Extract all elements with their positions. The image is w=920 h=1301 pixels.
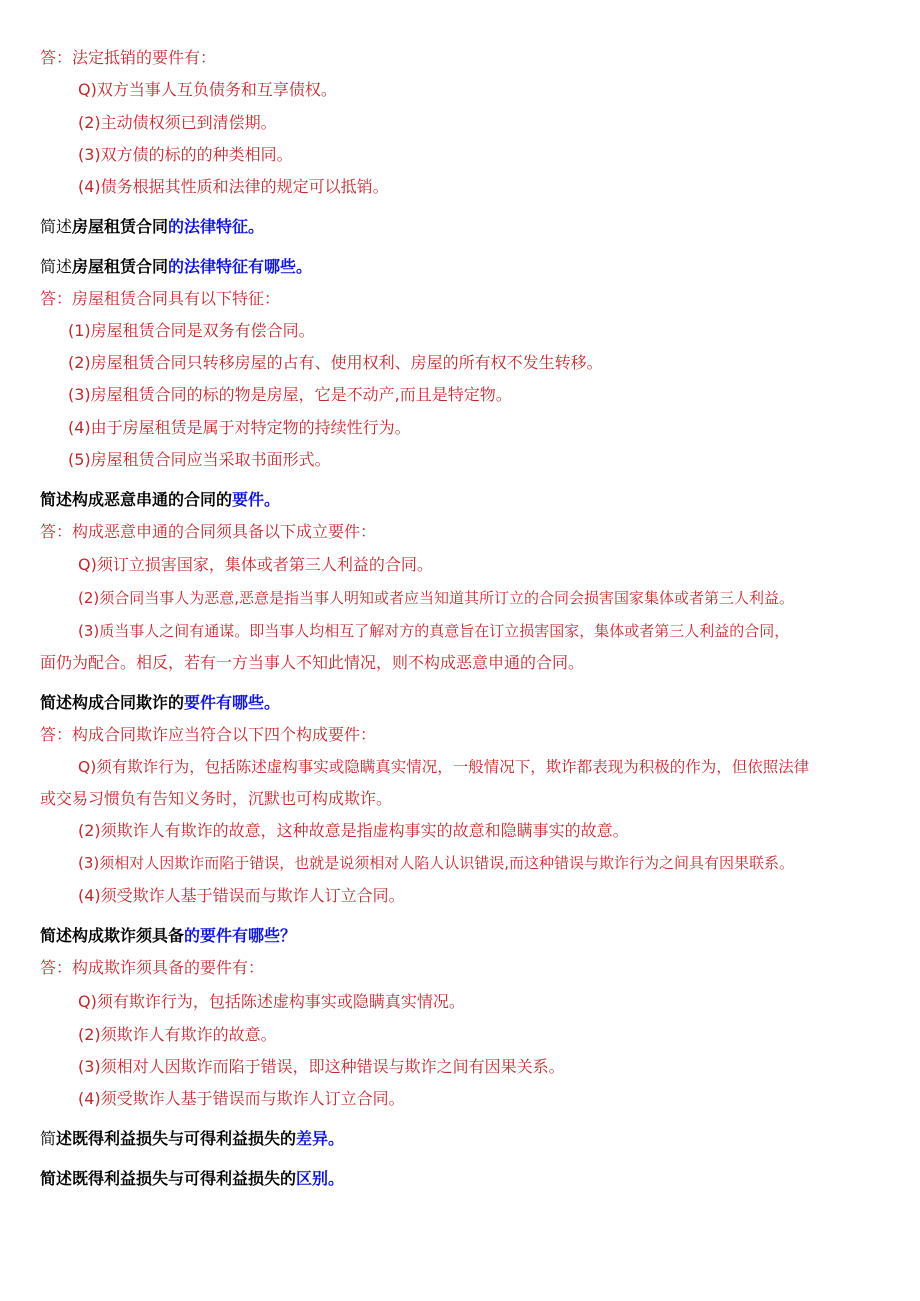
answer-item: (2)须合同当事人为恶意,恶意是指当事人明知或者应当知道其所订立的合同会损害国家集体或者第三人利益。: [78, 589, 795, 607]
question-prefix: 简: [40, 1129, 57, 1148]
question-prefix: 简述: [40, 257, 73, 276]
answer-item-continuation: 面仍为配合。相反，若有一方当事人不知此情况，则不构成恶意申通的合同。: [40, 653, 585, 672]
question-text: 简述构成恶意串通的合同的: [40, 490, 233, 509]
answer-item: (2)须欺诈人有欺诈的故意。: [78, 1025, 277, 1044]
question-heading: [40, 1169, 344, 1189]
question-highlight: 要件有哪些。: [184, 693, 281, 712]
question-highlight: 区别。: [296, 1169, 345, 1188]
question-heading: [40, 217, 264, 237]
question-highlight: 的法律特征。: [168, 217, 265, 236]
answer-item: (5)房屋租赁合同应当采取书面形式。: [68, 450, 331, 469]
answer-item: (4)由于房屋租赁是属于对特定物的持续性行为。: [68, 418, 411, 437]
question-heading: [40, 1129, 344, 1149]
question-prefix: 简述: [40, 217, 73, 236]
question-text: 房屋租赁合同: [72, 217, 169, 236]
answer-item: (3)房屋租赁合同的标的物是房屋，它是不动产,而且是特定物。: [68, 385, 512, 404]
question-heading: [40, 490, 280, 510]
question-heading: [40, 257, 312, 277]
question-highlight: 要件。: [232, 490, 281, 509]
answer-item: (2)主动债权须已到清偿期。: [78, 113, 277, 132]
question-highlight: 的要件有哪些？: [184, 926, 297, 945]
answer-item: Q)须订立损害国家，集体或者第三人利益的合同。: [78, 555, 433, 574]
answer-item-continuation: 或交易习惯负有告知义务时，沉默也可构成欺诈。: [40, 789, 393, 808]
answer-item: (4)须受欺诈人基于错误而与欺诈人订立合同。: [78, 886, 405, 905]
answer-item: (1)房屋租赁合同是双务有偿合同。: [68, 321, 315, 340]
question-text: 简述既得利益损失与可得利益损失的: [40, 1169, 297, 1188]
answer-item: (3)须相对人因欺诈而陷于错误，也就是说须相对人陷人认识错误,而这种错误与欺诈行为之间具有因果联系。: [78, 854, 795, 872]
answer-line: 答：房屋租赁合同具有以下特征：: [40, 289, 281, 308]
question-text: 简述构成欺诈须具备: [40, 926, 185, 945]
answer-item: Q)须有欺诈行为，包括陈述虚构事实或隐瞒真实情况，一般情况下，欺诈都表现为积极的作为，但依照法律: [78, 758, 810, 776]
answer-line: 答：法定抵销的要件有：: [40, 48, 217, 67]
question-highlight: 的法律特征有哪些。: [168, 257, 313, 276]
answer-item: (3)须相对人因欺诈而陷于错误，即这种错误与欺诈之间有因果关系。: [78, 1057, 565, 1076]
answer-item: (3)质当事人之间有通谋。即当事人均相互了解对方的真意旨在订立损害国家，集体或者第三人利益的合同，: [78, 622, 790, 640]
question-highlight: 差异。: [296, 1129, 345, 1148]
answer-line: 答：构成欺诈须具备的要件有：: [40, 958, 265, 977]
answer-item: (4)债务根据其性质和法律的规定可以抵销。: [78, 177, 389, 196]
question-heading: [40, 926, 296, 946]
answer-item: Q)须有欺诈行为，包括陈述虚构事实或隐瞒真实情况。: [78, 992, 465, 1011]
answer-item: (2)房屋租赁合同只转移房屋的占有、使用权利、房屋的所有权不发生转移。: [68, 353, 603, 372]
answer-item: (3)双方债的标的的种类相同。: [78, 145, 293, 164]
answer-line: 答：构成恶意申通的合同须具备以下成立要件：: [40, 522, 377, 541]
question-text: 述既得利益损失与可得利益损失的: [56, 1129, 297, 1148]
answer-line: 答：构成合同欺诈应当符合以下四个构成要件：: [40, 725, 377, 744]
answer-item: Q)双方当事人互负债务和互享债权。: [78, 80, 337, 99]
question-text: 房屋租赁合同: [72, 257, 169, 276]
answer-item: (2)须欺诈人有欺诈的故意，这种故意是指虚构事实的故意和隐瞒事实的故意。: [78, 821, 629, 840]
question-heading: [40, 693, 280, 713]
question-text: 简述构成合同欺诈的: [40, 693, 185, 712]
answer-item: (4)须受欺诈人基于错误而与欺诈人订立合同。: [78, 1089, 405, 1108]
